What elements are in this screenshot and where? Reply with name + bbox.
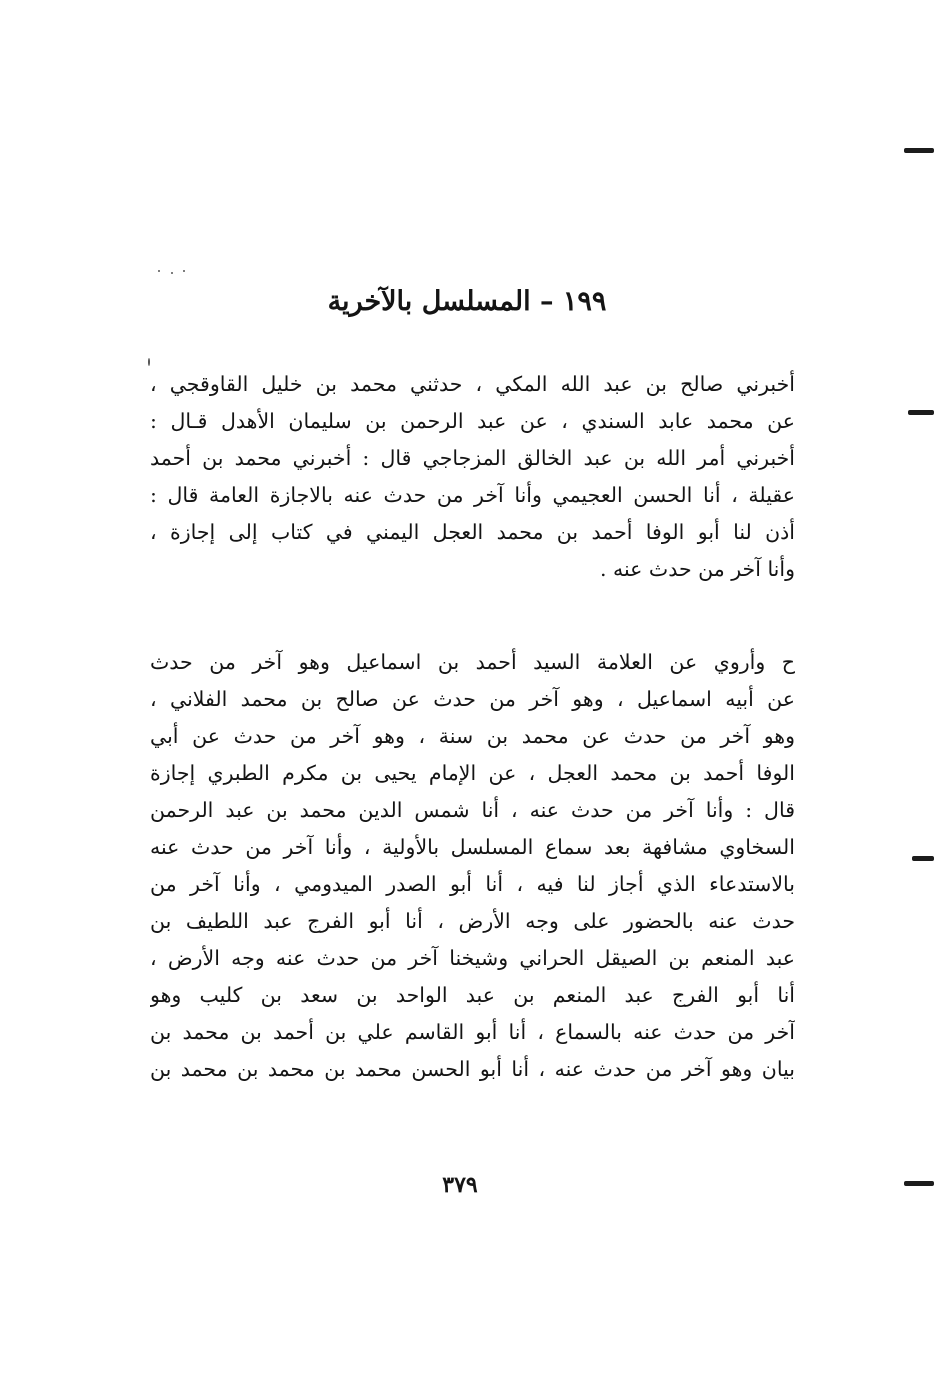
text-line: أخبرني صالح بن عبد الله المكي ، حدثني محمد بن خليل القاوقجي ، — [150, 372, 795, 396]
text-line: عقيلة ، أنا الحسن العجيمي وأنا آخر من حدث عنه بالاجازة العامة قال : — [150, 483, 795, 507]
text-line: أنا أبو الفرج عبد المنعم بن عبد الواحد بن سعد بن كليب وهو — [150, 983, 795, 1007]
scan-speck — [171, 272, 173, 274]
text-line: وهو آخر من حدث عن محمد بن سنة ، وهو آخر من حدث عن أبي — [150, 724, 795, 748]
text-line: الوفا أحمد بن محمد العجل ، عن الإمام يحيى بن مكرم الطبري إجازة — [150, 761, 795, 785]
section-heading: ١٩٩ – المسلسل بالآخرية — [327, 286, 607, 317]
text-line: عن محمد عابد السندي ، عن عبد الرحمن بن سليمان الأهدل قـال : — [150, 409, 795, 433]
scan-edge-mark — [904, 1181, 934, 1186]
paragraph-1 — [150, 366, 795, 588]
text-line: قال : وأنا آخر من حدث عنه ، أنا شمس الدين محمد بن عبد الرحمن — [150, 798, 795, 822]
scan-edge-mark — [904, 148, 934, 153]
text-line: أذن لنا أبو الوفا أحمد بن محمد العجل اليمني في كتاب إلى إجازة ، — [150, 520, 795, 544]
text-line: آخر من حدث عنه بالسماع ، أنا أبو القاسم علي بن أحمد بن محمد بن — [150, 1020, 795, 1044]
text-line: بيان وهو آخر من حدث عنه ، أنا أبو الحسن محمد بن محمد بن محمد بن — [150, 1057, 795, 1081]
text-line: ح وأروي عن العلامة السيد أحمد بن اسماعيل وهو آخر من حدث — [150, 650, 795, 674]
scan-speck — [183, 270, 185, 272]
text-line: بالاستدعاء الذي أجاز لنا فيه ، أنا أبو الصدر الميدومي ، وأنا آخر من — [150, 872, 795, 896]
text-line: أخبرني أمر الله بن عبد الخالق المزجاجي قال : أخبرني محمد بن أحمد — [150, 446, 795, 470]
text-line: عبد المنعم بن الصيقل الحراني وشيخنا آخر من حدث عنه وجه الأرض ، — [150, 946, 795, 970]
page-number: ٣٧٩ — [442, 1172, 478, 1198]
text-line: عن أبيه اسماعيل ، وهو آخر من حدث عن صالح بن محمد الفلاني ، — [150, 687, 795, 711]
scan-speck — [158, 270, 160, 272]
scan-speck — [148, 358, 150, 366]
scan-edge-mark — [908, 410, 934, 415]
text-line: وأنا آخر من حدث عنه . — [599, 557, 795, 581]
text-line: حدث عنه بالحضور على وجه الأرض ، أنا أبو الفرج عبد اللطيف بن — [150, 909, 795, 933]
text-line: السخاوي مشافهة بعد سماع المسلسل بالأولية ، وأنا آخر من حدث عنه — [150, 835, 795, 859]
scan-edge-mark — [912, 856, 934, 861]
paragraph-2 — [150, 644, 795, 1088]
